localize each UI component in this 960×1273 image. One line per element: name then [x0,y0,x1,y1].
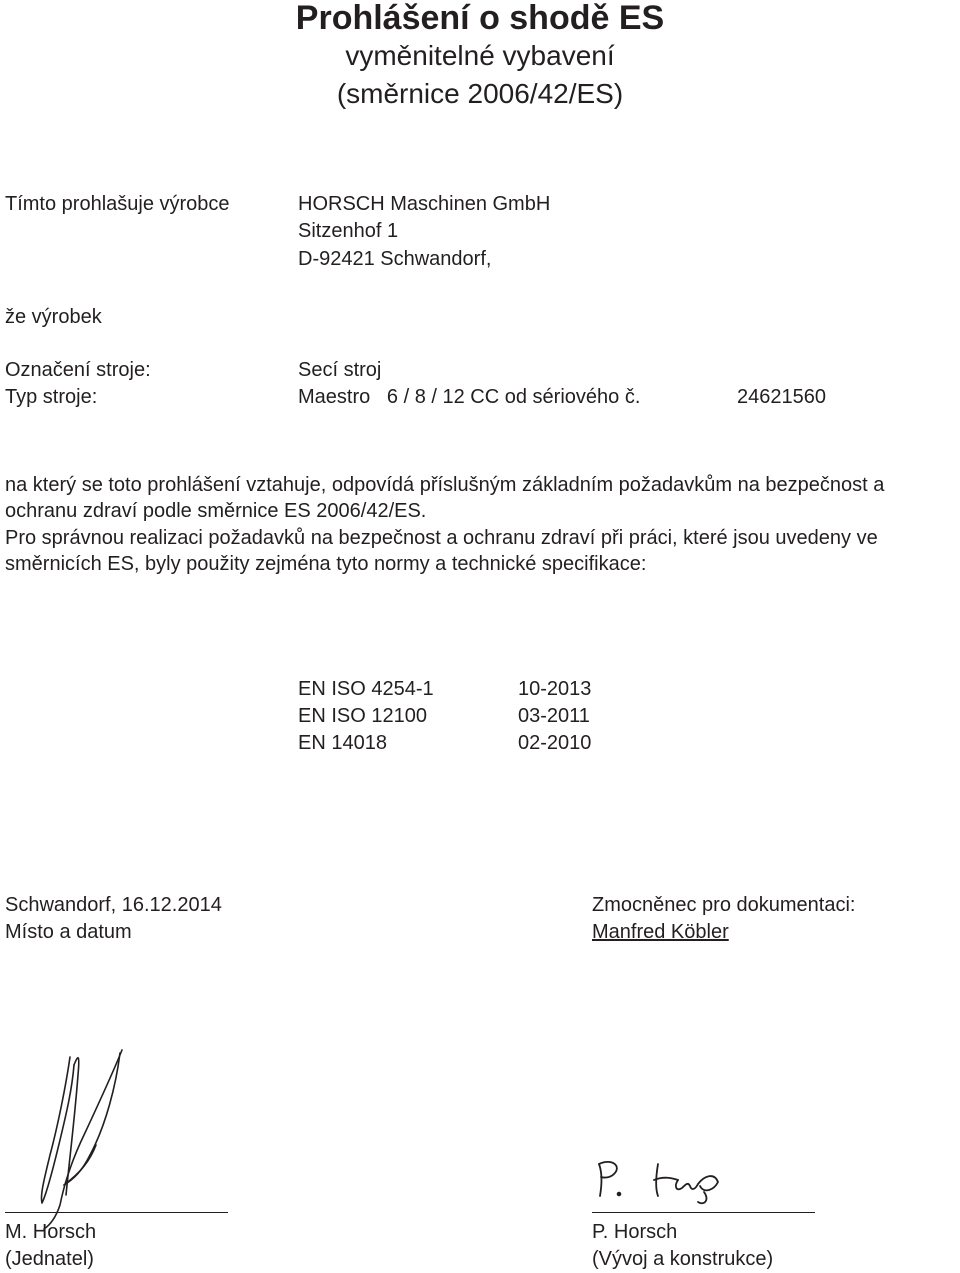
standard-date: 02-2010 [518,732,592,754]
place-date-value: Schwandorf, 16.12.2014 [5,894,222,916]
standard-date: 10-2013 [518,678,592,700]
signatory-role: (Jednatel) [5,1248,94,1270]
standard-date: 03-2011 [518,705,590,727]
signature-line-right [592,1212,815,1213]
document-subtitle: vyměnitelné vybavení [345,40,615,71]
manufacturer-name: HORSCH Maschinen GmbH [298,193,551,215]
manufacturer-city: D-92421 Schwandorf, [298,248,492,270]
product-intro: že výrobek [5,306,102,328]
standard-name: EN 14018 [298,732,387,754]
standards-intro-paragraph: Pro správnou realizaci požadavků na bezpečnost a ochranu zdraví při práci, které jsou uvedeny ve směrnicích ES, byly použity zejména tyto normy a technické specifikace: [5,527,878,575]
documentation-name: Manfred Köbler [592,921,729,943]
signature-m-horsch [20,1045,140,1230]
place-date-label: Místo a datum [5,921,132,943]
designation-label: Označení stroje: [5,359,151,381]
documentation-label: Zmocněnec pro dokumentaci: [592,894,856,916]
directive-reference: (směrnice 2006/42/ES) [336,78,624,109]
designation-value: Secí stroj [298,359,382,381]
signatory-role: (Vývoj a konstrukce) [592,1248,774,1270]
signatory-name: M. Horsch [5,1221,97,1243]
manufacturer-street: Sitzenhof 1 [298,220,399,242]
standard-name: EN ISO 12100 [298,705,427,727]
document-title: Prohlášení o shodě ES [295,0,665,37]
type-label: Typ stroje: [5,386,98,408]
conformity-paragraph: na který se toto prohlášení vztahuje, odpovídá příslušným základním požadavkům na bezpečnost a ochranu zdraví podle směrnice ES 2006/42/ES. [5,474,885,522]
standard-name: EN ISO 4254-1 [298,678,434,700]
serial-number: 24621560 [737,386,826,408]
signature-p-horsch [592,1156,732,1208]
type-value: Maestro 6 / 8 / 12 CC od sériového č. [298,386,641,408]
signatory-name: P. Horsch [592,1221,678,1243]
signature-line-left [5,1212,228,1213]
manufacturer-label: Tímto prohlašuje výrobce [5,193,230,215]
